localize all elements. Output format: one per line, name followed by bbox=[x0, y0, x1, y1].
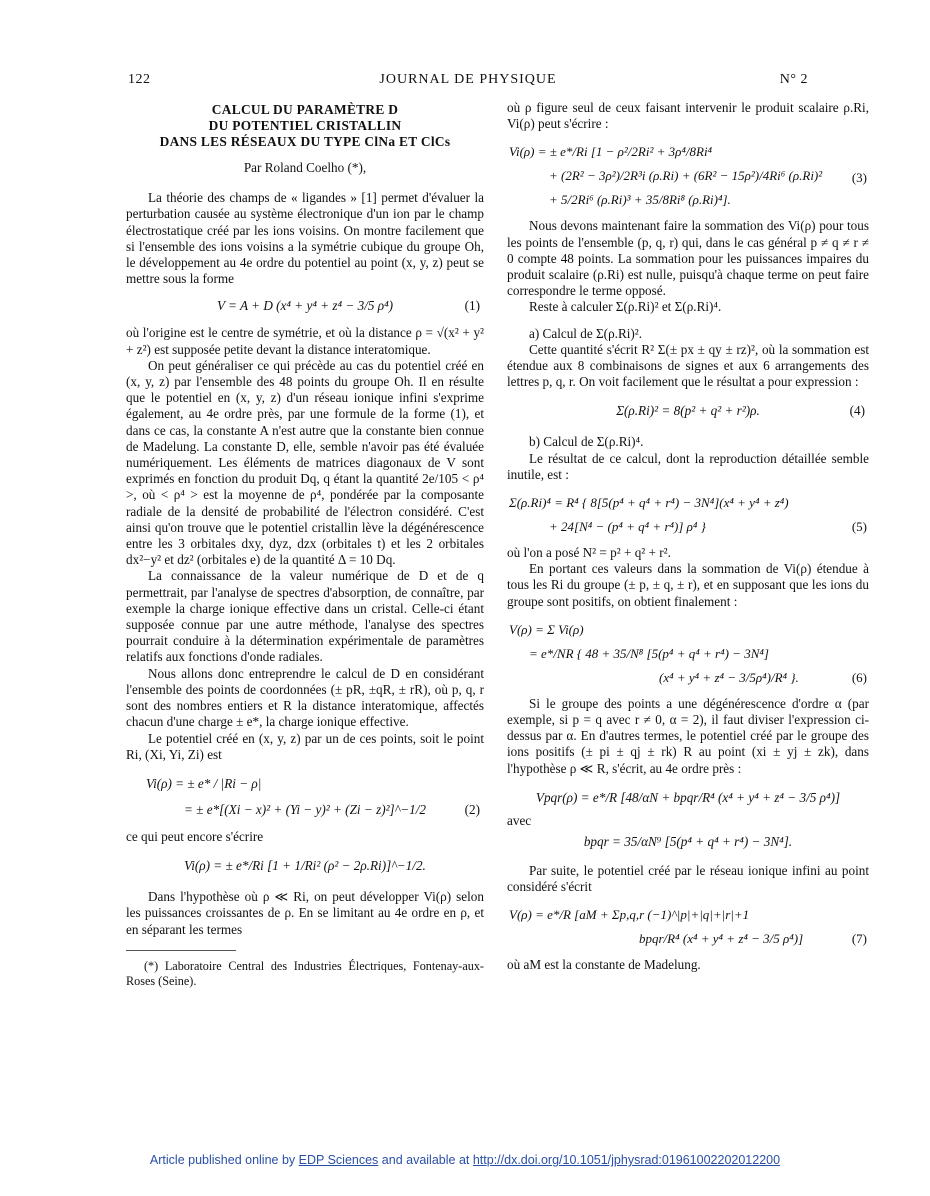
paragraph: Nous allons donc entreprendre le calcul de D en considérant l'ensemble des points de coordonnées (± pR, ±qR, ± rR), où p, q, r sont des nombres entiers et R la distance interatomique, affectés chacun d'une charge ± e*, la charge ionique effective. bbox=[126, 665, 484, 730]
paragraph: ce qui peut encore s'écrire bbox=[126, 828, 264, 844]
title-line-1: CALCUL DU PARAMÈTRE D bbox=[211, 102, 399, 117]
equation-3 bbox=[507, 140, 869, 212]
equation-line: V(ρ) = e*/R [aM + Σp,q,r (−1)^|p|+|q|+|r|+1 bbox=[509, 907, 750, 923]
paragraph: Le résultat de ce calcul, dont la reproduction détaillée semble inutile, est : bbox=[507, 450, 869, 482]
right-column bbox=[507, 100, 869, 974]
paragraph: La connaissance de la valeur numérique de D et de q permettrait, par l'analyse de spectres d'absorption, de connaître, par exemple la charge ionique effective dans un cristal. Celle-ci étant supposée connue par une autre méthode, l'analyse des spectres pourrait conduire à la détermination expérimentale de paramètres relatifs aux fonctions d'onde radiales. bbox=[126, 568, 484, 665]
equation-2c bbox=[126, 855, 484, 877]
publication-footer bbox=[0, 1153, 930, 1167]
paragraph: Par suite, le potentiel créé par le réseau ionique infini au point considéré s'écrit bbox=[507, 863, 869, 895]
paragraph: Si le groupe des points a une dégénérescence d'ordre α (par exemple, si p = q avec r ≠ 0, α = 2), il faut diviser l'expression ci-dessus par α. En d'autres termes, le potentiel créé par le groupe des ions positifs (± pi ± qj ± rk) R au point (xi ± yj ± zk), dans l'hypothèse ρ ≪ R, s'écrit, au 4e ordre près : bbox=[507, 695, 869, 776]
paragraph: Nous devons maintenant faire la sommation des Vi(ρ) pour tous les points de l'ensemble (p, q, r) qui, dans le cas général p ≠ q ≠ r ≠ 0 compte 48 points. La sommation pour les puissances impaires du produit scalaire (ρ.Ri) est nulle, puisqu'à chaque terme on peut faire correspondre le terme opposé. bbox=[507, 218, 869, 299]
paragraph: où l'origine est le centre de symétrie, et où la distance ρ = √(x² + y² + z²) est supposée petite devant la distance interatomique. bbox=[126, 325, 484, 357]
publisher-link[interactable]: EDP Sciences bbox=[298, 1153, 379, 1167]
equation-number: (5) bbox=[851, 519, 867, 535]
equation-line: + 24[N⁴ − (p⁴ + q⁴ + r⁴)] ρ⁴ } bbox=[549, 519, 706, 535]
paragraph: Cette quantité s'écrit R² Σ(± px ± qy ± rz)², où la sommation est étendue aux 8 combinaisons de signes et aux 6 arrangements des lettres p, q, r. On voit facilement que le résultat a pour expression : bbox=[507, 341, 869, 390]
paragraph: Le potentiel créé en (x, y, z) par un de ces points, soit le point Ri, (Xi, Yi, Zi) est bbox=[126, 730, 484, 762]
equation-line: + (2R² − 3ρ²)/2R³i (ρ.Ri) + (6R² − 15ρ²)/4Ri⁶ (ρ.Ri)² bbox=[549, 168, 823, 184]
subsection-heading-b: b) Calcul de Σ(ρ.Ri)⁴. bbox=[529, 434, 644, 450]
paragraph: On peut généraliser ce qui précède au cas du potentiel créé en (x, y, z) par l'ensemble des 48 points du groupe Oh. Il en résulte que le potentiel en (x, y, z) d'un réseau ionique infini s'exprime également, au 4e ordre près, par une formule de la forme (1), et dans ce cas, la constante A n'est autre que la constante bien connue de Madelung. La constante D, elle, semble n'avoir pas été évaluée numériquement. Les éléments de matrices diagonaux de V sont exprimés en fonction du produit Dq, q étant la quantité 2e/105 < ρ⁴ >, où < ρ⁴ > est la moyenne de ρ⁴, pondérée par la composante radiale de la densité de probabilité de l'électron considéré. C'est ainsi qu'on trouve que le potentiel cristallin lève la dégénérescence entre les 3 orbitales dxy, dyz, dzx (orbitales t) et les 2 orbitales dx²−y² et dz² (orbitales e) de la quantité Δ = 10 Dq. bbox=[126, 357, 484, 568]
equation-body: = ± e*[(Xi − x)² + (Yi − y)² + (Zi − z)²]^−1/2 bbox=[183, 801, 426, 817]
equation-4 bbox=[507, 400, 869, 422]
equation-2b bbox=[126, 799, 484, 821]
footer-middle: and available at bbox=[381, 1153, 470, 1167]
equation-6 bbox=[507, 618, 869, 690]
doi-link[interactable]: http://dx.doi.org/10.1051/jphysrad:01961002202012200 bbox=[472, 1153, 781, 1167]
paragraph: La théorie des champs de « ligandes » [1] permet d'évaluer la perturbation causée au système électronique d'un ion par le champ électrostatique créé par les ions voisins. On montre facilement que si l'ensemble des ions voisins a la symétrie cubique du groupe Oh, le développement au 4e ordre du potentiel au point (x, y, z) peut se mettre sous la forme bbox=[126, 190, 484, 287]
avec-label: avec bbox=[507, 812, 532, 828]
paragraph: Dans l'hypothèse où ρ ≪ Ri, on peut développer Vi(ρ) selon les puissances croissantes de ρ. En se limitant au 4e ordre en ρ, et en séparant les termes bbox=[126, 889, 484, 937]
equation-vpqr bbox=[507, 787, 869, 809]
issue-number: N° 2 bbox=[779, 72, 808, 87]
equation-line: V(ρ) = Σ Vi(ρ) bbox=[509, 621, 584, 637]
page-number: 122 bbox=[128, 72, 151, 87]
equation-body: V = A + D (x⁴ + y⁴ + z⁴ − 3/5 ρ⁴) bbox=[216, 298, 394, 314]
equation-2a bbox=[126, 773, 484, 795]
equation-line: Vi(ρ) = ± e*/Ri [1 − ρ²/2Ri² + 3ρ⁴/8Ri⁴ bbox=[509, 144, 713, 160]
equation-7 bbox=[507, 903, 869, 951]
equation-1 bbox=[126, 295, 484, 317]
equation-body: Σ(ρ.Ri)² = 8(p² + q² + r²)ρ. bbox=[616, 403, 760, 419]
footnote-rule bbox=[126, 950, 236, 951]
equation-number: (1) bbox=[464, 298, 480, 314]
equation-body: Vpqr(ρ) = e*/R [48/αN + bpqr/R⁴ (x⁴ + y⁴ + z⁴ − 3/5 ρ⁴)] bbox=[535, 789, 841, 805]
journal-name: JOURNAL DE PHYSIQUE bbox=[379, 72, 557, 87]
paragraph: où ρ figure seul de ceux faisant intervenir le produit scalaire ρ.Ri, Vi(ρ) peut s'écrire : bbox=[507, 100, 869, 132]
equation-line: = e*/NR { 48 + 35/N⁸ [5(p⁴ + q⁴ + r⁴) − 3N⁴] bbox=[529, 645, 769, 661]
equation-number: (6) bbox=[851, 669, 867, 685]
left-column bbox=[126, 100, 484, 989]
equation-number: (4) bbox=[849, 403, 865, 419]
paragraph: où l'on a posé N² = p² + q² + r². bbox=[507, 545, 671, 561]
equation-body: Vi(ρ) = ± e*/Ri [1 + 1/Ri² (ρ² − 2ρ.Ri)]^−1/2. bbox=[184, 858, 426, 873]
paragraph: En portant ces valeurs dans la sommation de Vi(ρ) étendue à tous les Ri du groupe (± p, ± q, ± r), et en supposant que les ions du groupe sont positifs, on obtient finalement : bbox=[507, 561, 869, 609]
equation-number: (7) bbox=[851, 931, 867, 947]
equation-number: (3) bbox=[851, 170, 867, 186]
equation-body: bpqr = 35/αN⁹ [5(p⁴ + q⁴ + r⁴) − 3N⁴]. bbox=[583, 833, 793, 849]
subsection-heading-a: a) Calcul de Σ(ρ.Ri)². bbox=[529, 325, 643, 341]
equation-line: + 5/2Ri⁶ (ρ.Ri)³ + 35/8Ri⁸ (ρ.Ri)⁴]. bbox=[549, 192, 731, 208]
equation-number: (2) bbox=[464, 801, 480, 817]
author-line: Par Roland Coelho (*), bbox=[243, 160, 367, 175]
article-title bbox=[126, 102, 484, 150]
equation-line: bpqr/R⁴ (x⁴ + y⁴ + z⁴ − 3/5 ρ⁴)] bbox=[639, 931, 804, 947]
title-line-2: DU POTENTIEL CRISTALLIN bbox=[208, 118, 402, 133]
equation-line: Σ(ρ.Ri)⁴ = R⁴ { 8[5(p⁴ + q⁴ + r⁴) − 3N⁴](x⁴ + y⁴ + z⁴) bbox=[509, 495, 789, 511]
title-line-3: DANS LES RÉSEAUX DU TYPE ClNa ET ClCs bbox=[159, 134, 451, 149]
paragraph: Reste à calculer Σ(ρ.Ri)² et Σ(ρ.Ri)⁴. bbox=[529, 299, 722, 315]
equation-body: Vi(ρ) = ± e* / |Ri − ρ| bbox=[146, 775, 262, 791]
equation-line: (x⁴ + y⁴ + z⁴ − 3/5ρ⁴)/R⁴ }. bbox=[659, 669, 799, 685]
footer-prefix: Article published online by bbox=[149, 1153, 296, 1167]
footnote: (*) Laboratoire Central des Industries Électriques, Fontenay-aux-Roses (Seine). bbox=[126, 958, 484, 988]
paragraph: où aM est la constante de Madelung. bbox=[507, 957, 701, 973]
equation-bpqr bbox=[507, 831, 869, 853]
equation-5 bbox=[507, 491, 869, 539]
